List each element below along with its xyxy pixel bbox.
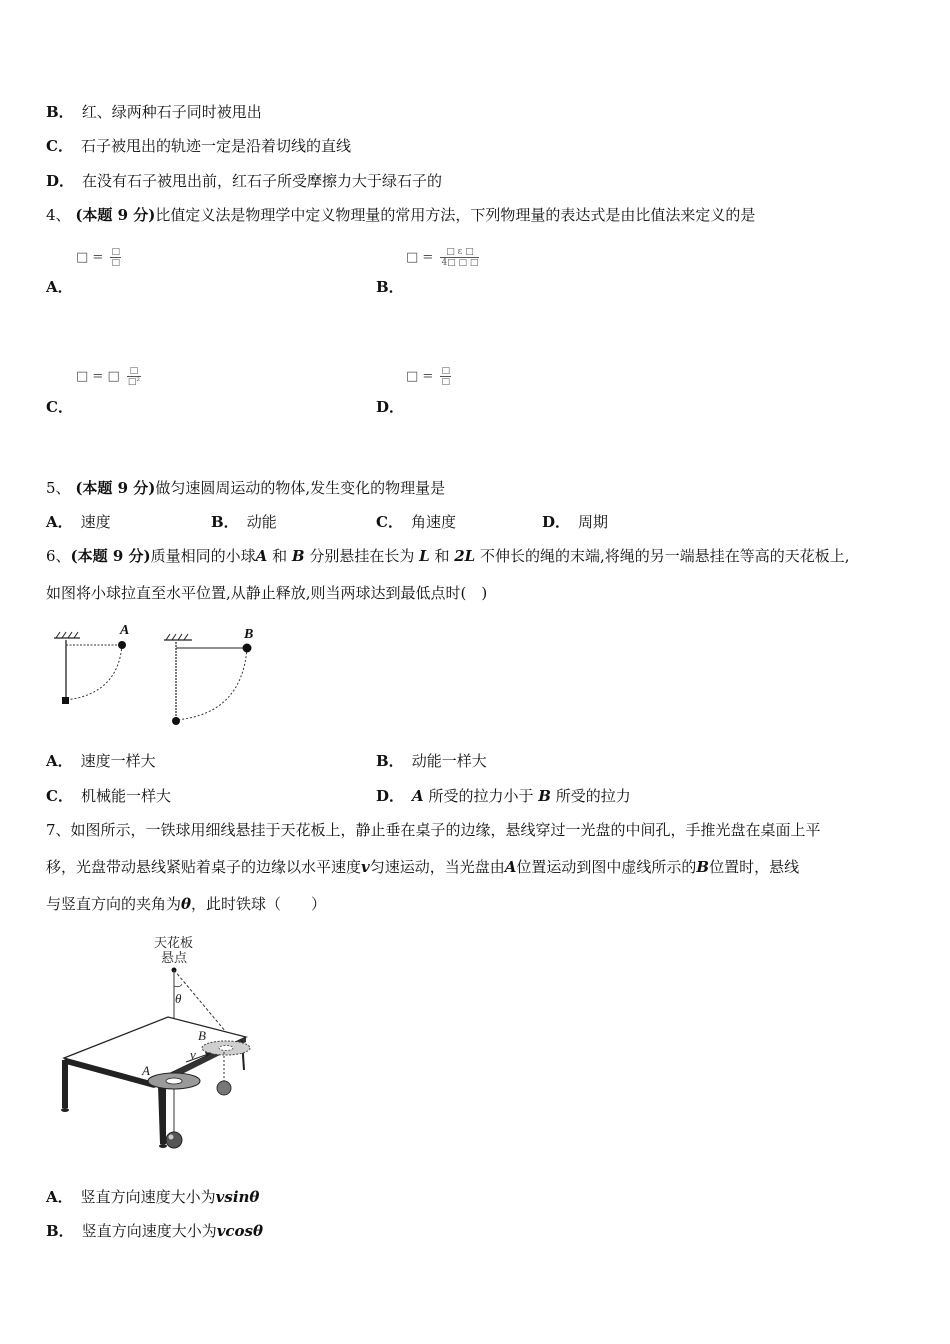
q7-option-a: A． 竖直方向速度大小为vsinθ <box>46 1188 260 1206</box>
q4-formula-b: □ = $\frac{\text{□ ɛ □}}{4□ □ □}$ <box>406 247 479 268</box>
svg-text:B: B <box>198 1028 206 1043</box>
ball-b <box>217 1081 231 1095</box>
q5-option-a: A． 速度 <box>46 513 111 531</box>
svg-text:B: B <box>244 627 254 642</box>
q6-stem-line1: 6、(本题 9 分)质量相同的小球A 和 B 分别悬挂在长为 L 和 2L 不伸长的绳的末端,将绳的另一端悬挂在等高的天花板上, <box>46 547 850 565</box>
q4-formula-d: □ = $\frac{□}{□}$ <box>406 366 450 387</box>
q4-formula-a: □ = $\frac{□}{□}$ <box>76 247 120 268</box>
q3-option-b: B． 红、绿两种石子同时被甩出 <box>46 103 262 121</box>
q3-option-d: D． 在没有石子被甩出前，红石子所受摩擦力大于绿石子的 <box>46 172 443 190</box>
q3-option-c: C． 石子被甩出的轨迹一定是沿着切线的直线 <box>46 137 351 155</box>
q5-option-b: B． 动能 <box>211 513 277 531</box>
q4-option-c: C． <box>46 398 73 416</box>
svg-text:悬点: 悬点 <box>161 950 188 965</box>
svg-text:A: A <box>142 1063 150 1078</box>
q6-stem-line2: 如图将小球拉直至水平位置,从静止释放,则当两球达到最低点时( ) <box>46 584 488 602</box>
q7-stem-line1: 7、如图所示，一铁球用细线悬挂于天花板上，静止垂在桌子的边缘，悬线穿过一光盘的中间孔，手推光盘在桌面上平 <box>46 821 821 839</box>
q4-formula-c: □ = □ $\frac{□}{\text{□²}}$ <box>76 366 140 387</box>
svg-text:v: v <box>190 1047 196 1062</box>
svg-text:A: A <box>120 623 130 638</box>
svg-text:天花板: 天花板 <box>154 935 194 950</box>
pendulum-b-diagram <box>164 627 253 725</box>
q6-pendulum-figure <box>46 618 276 730</box>
q6-option-c: C． 机械能一样大 <box>46 787 171 805</box>
q6-option-d: D． A 所受的拉力小于 B 所受的拉力 <box>376 787 631 805</box>
q7-stem-line2: 移，光盘带动悬线紧贴着桌子的边缘以水平速度v匀速运动，当光盘由A位置运动到图中虚线所示的B位置时，悬线 <box>46 858 800 876</box>
q7-table-figure <box>46 930 276 1160</box>
q5-stem: 5、 (本题 9 分)做匀速圆周运动的物体,发生变化的物理量是 <box>46 479 446 497</box>
svg-text:θ: θ <box>175 991 182 1006</box>
q4-option-b: B． <box>376 278 404 296</box>
q6-option-a: A． 速度一样大 <box>46 752 156 770</box>
q6-option-b: B． 动能一样大 <box>376 752 487 770</box>
q4-option-a: A． <box>46 278 73 296</box>
q4-option-d: D． <box>376 398 405 416</box>
q5-option-c: C． 角速度 <box>376 513 456 531</box>
q7-stem-line3: 与竖直方向的夹角为θ，此时铁球（ ） <box>46 895 327 913</box>
pendulum-a-diagram <box>54 623 129 704</box>
q5-option-d: D． 周期 <box>542 513 609 531</box>
q7-option-b: B． 竖直方向速度大小为vcosθ <box>46 1222 264 1240</box>
ball-a <box>166 1132 182 1148</box>
q4-stem: 4、 (本题 9 分)比值定义法是物理学中定义物理量的常用方法，下列物理量的表达式是由比值法来定义的是 <box>46 206 756 224</box>
